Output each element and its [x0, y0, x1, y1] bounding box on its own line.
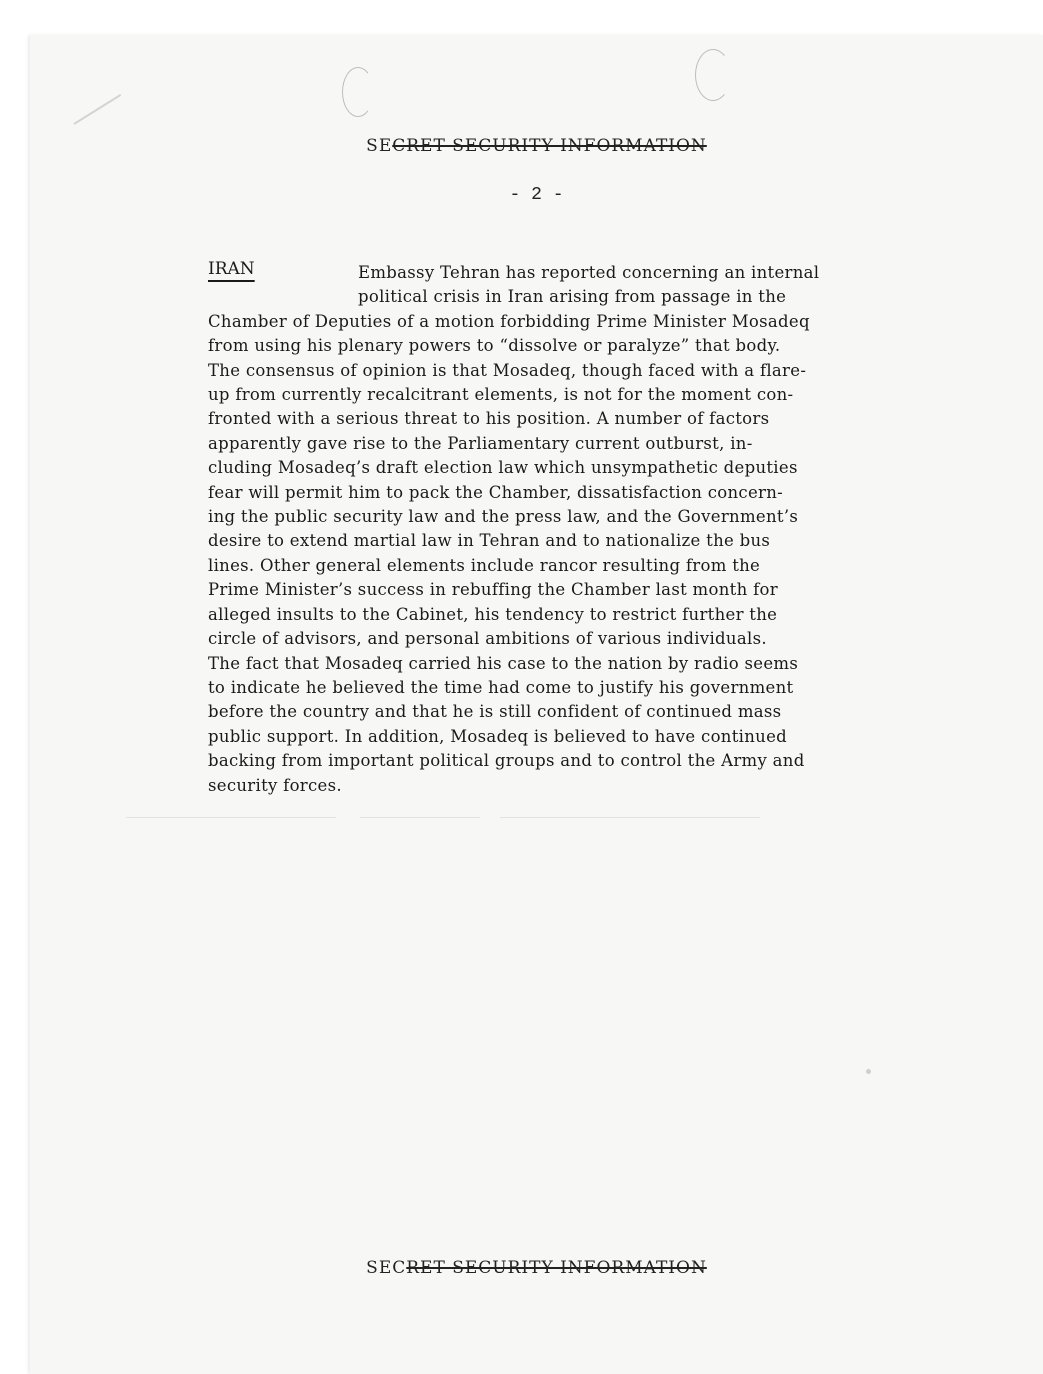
page-number: - 2 - — [509, 185, 564, 205]
body-line: Embassy Tehran has reported concerning an internal — [358, 263, 820, 282]
body-line: security forces. — [208, 775, 342, 795]
paper-speck — [866, 1069, 871, 1074]
body-line: political crisis in Iran arising from passage in the — [358, 287, 787, 307]
body-line: alleged insults to the Cabinet, his tendency to restrict further the — [208, 604, 778, 624]
body-line: ing the public security law and the press law, and the Government’s — [208, 507, 799, 527]
body-line: fronted with a serious threat to his position. A number of factors — [208, 409, 770, 429]
document-page — [30, 35, 1043, 1374]
footer-classification-struck: RET SECURITY INFORMATION — [406, 1258, 707, 1278]
body-line: fear will permit him to pack the Chamber, dissatisfaction concern- — [208, 482, 784, 502]
body-line: The fact that Mosadeq carried his case to the nation by radio seems — [208, 653, 799, 673]
body-line: The consensus of opinion is that Mosadeq, though faced with a flare- — [208, 360, 807, 380]
faint-rule — [500, 817, 760, 818]
body-line: backing from important political groups and to control the Army and — [208, 751, 805, 771]
section-heading-iran: IRAN — [208, 259, 255, 279]
faint-rule — [126, 817, 336, 818]
body-line: from using his plenary powers to “dissolve or paralyze” that body. — [208, 336, 781, 356]
body-line: before the country and that he is still confident of continued mass — [208, 702, 782, 722]
body-line: lines. Other general elements include rancor resulting from the — [208, 555, 761, 575]
punch-hole-right — [695, 49, 731, 101]
header-classification-struck: CRET SECURITY INFORMATION — [392, 136, 707, 156]
body-line: to indicate he believed the time had come to justify his government — [208, 677, 794, 697]
header-classification-marking — [30, 136, 1043, 156]
body-line: Chamber of Deputies of a motion forbidding Prime Minister Mosadeq — [208, 311, 810, 331]
body-line: Prime Minister’s success in rebuffing the Chamber last month for — [208, 580, 778, 600]
body-line: up from currently recalcitrant elements, is not for the moment con- — [208, 385, 794, 405]
paper-scratch-mark — [73, 94, 121, 125]
header-classification-plain: SE — [366, 136, 393, 156]
punch-hole-left — [342, 67, 374, 117]
faint-rule — [360, 817, 480, 818]
body-line: apparently gave rise to the Parliamentary current outburst, in- — [208, 433, 753, 453]
body-line: desire to extend martial law in Tehran and to nationalize the bus — [208, 531, 771, 551]
body-line: cluding Mosadeq’s draft election law which unsympathetic deputies — [208, 458, 798, 478]
body-line: circle of advisors, and personal ambitions of various individuals. — [208, 629, 767, 649]
footer-classification-marking — [30, 1258, 1043, 1278]
footer-classification-plain-start: SEC — [366, 1258, 407, 1278]
body-line: public support. In addition, Mosadeq is believed to have continued — [208, 726, 788, 746]
body-paragraph — [208, 261, 948, 798]
